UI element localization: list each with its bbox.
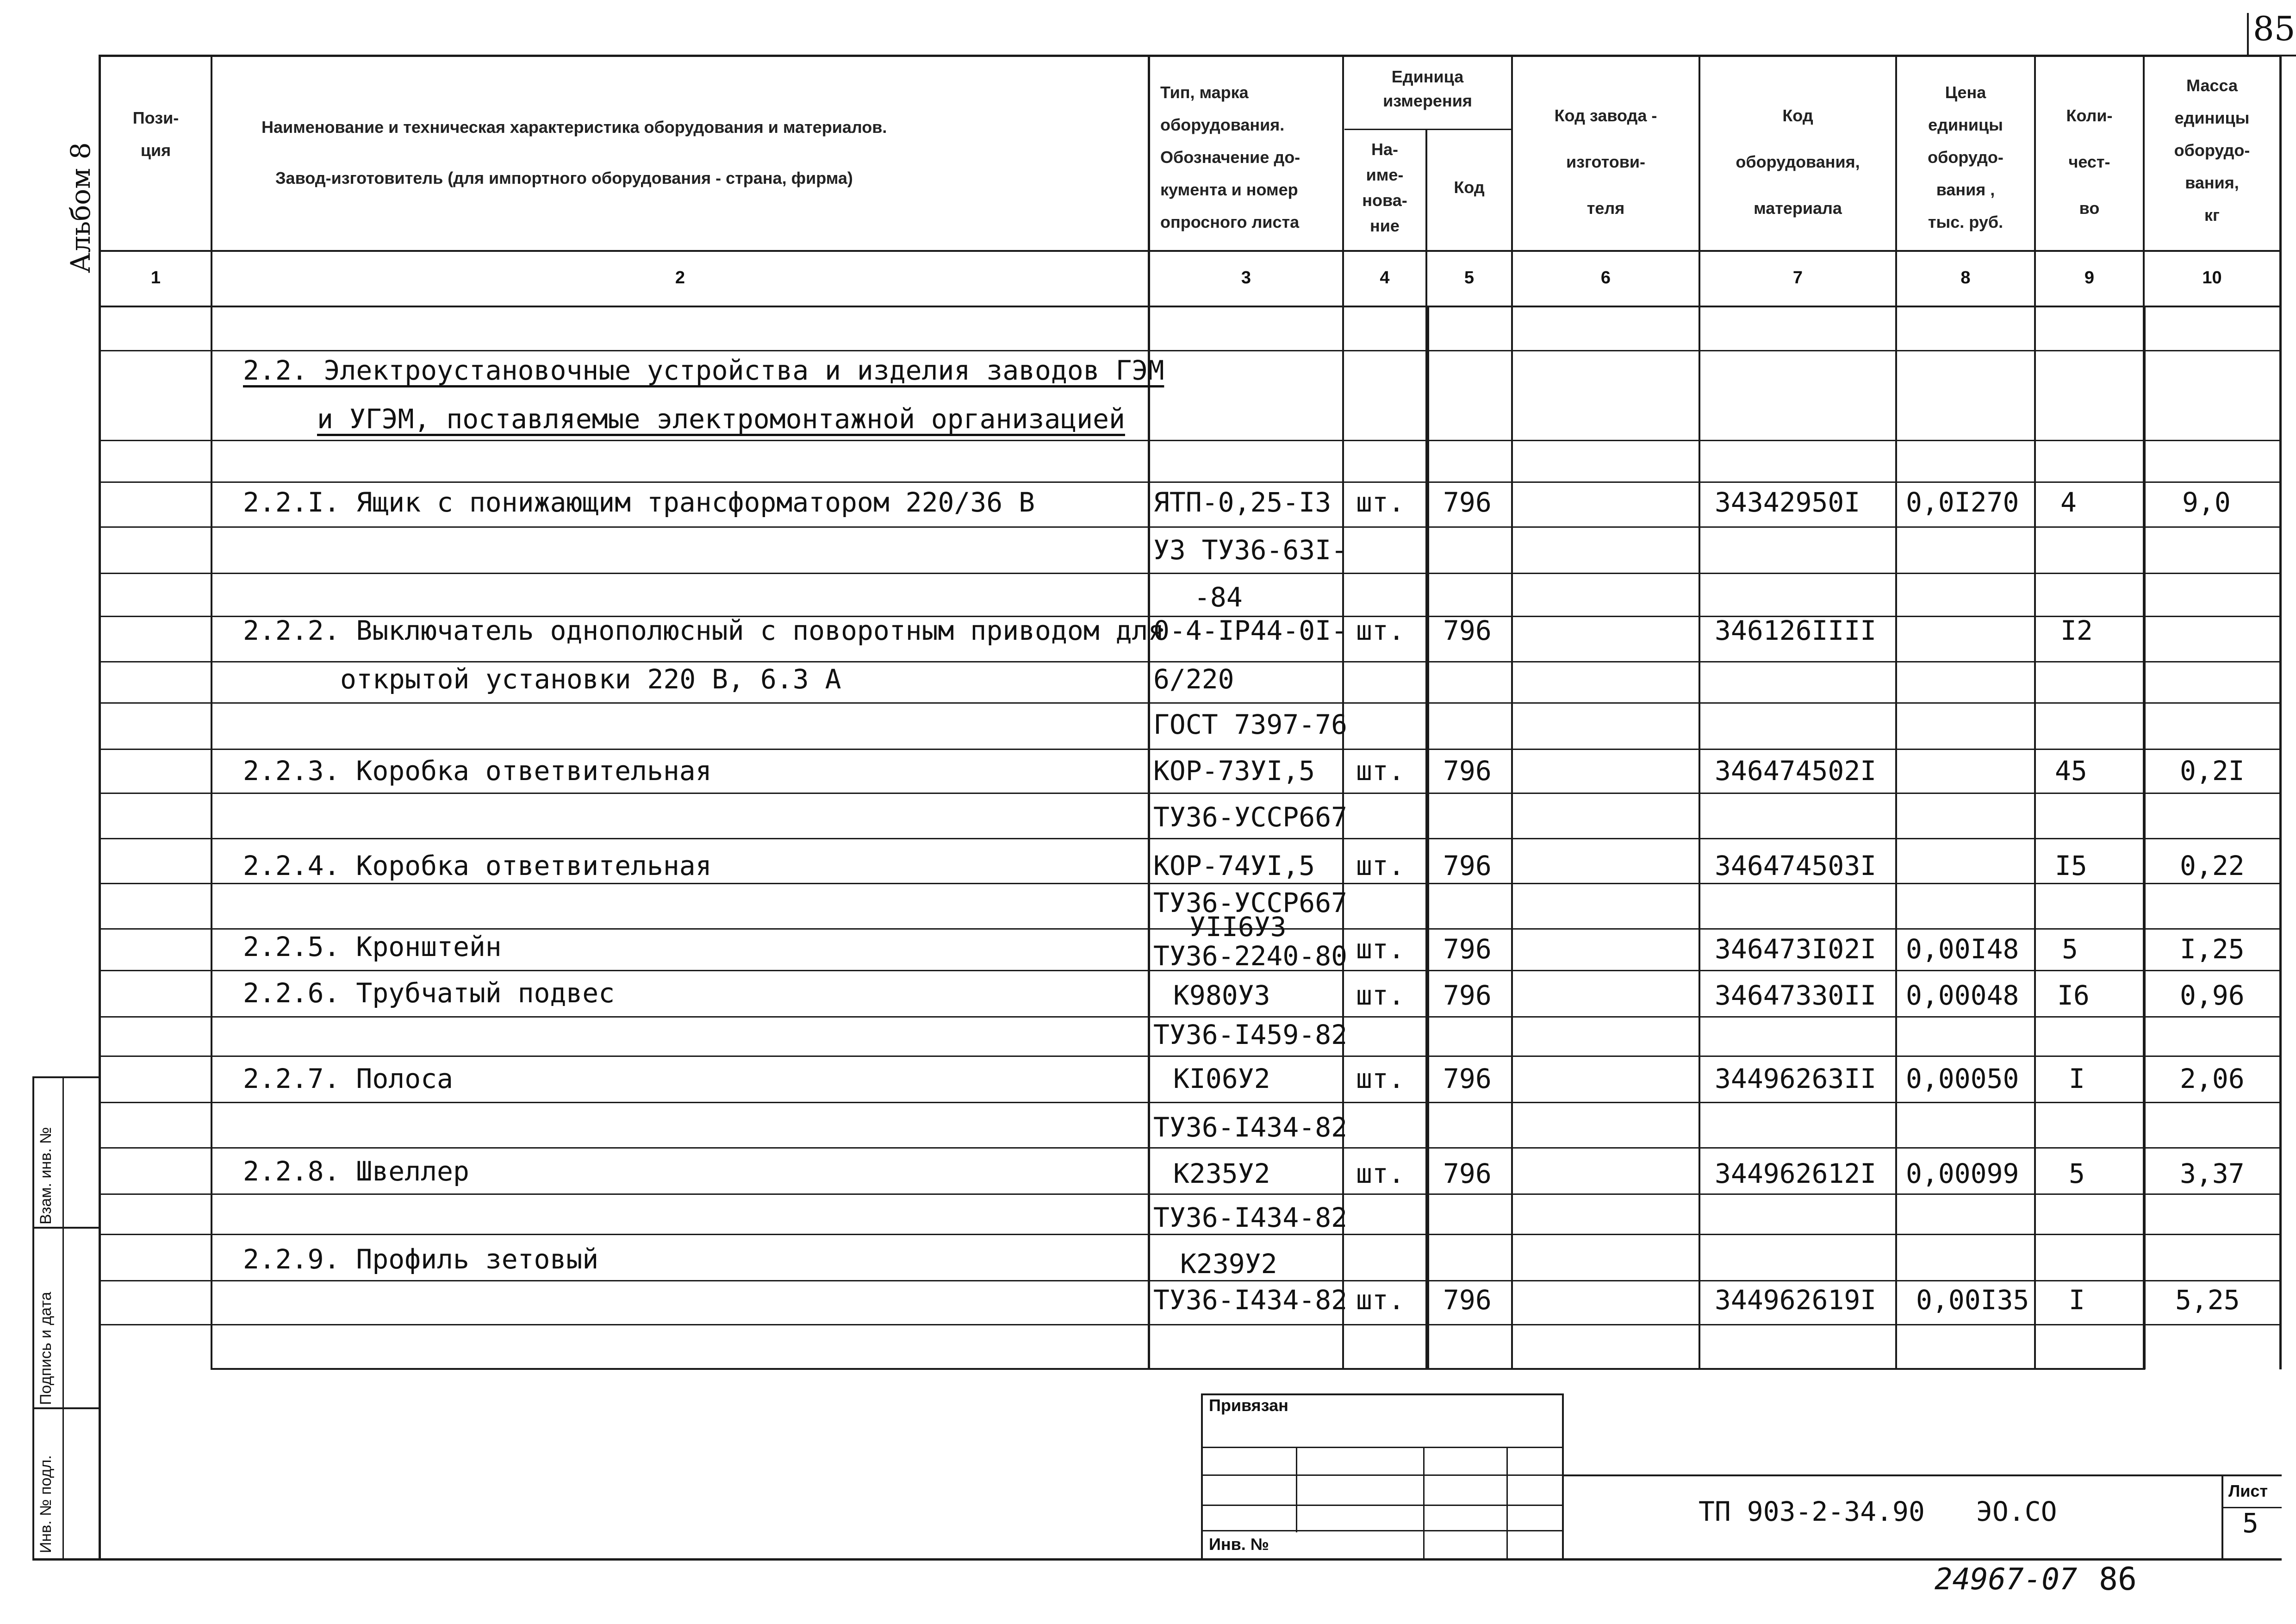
item-type: ТУ36-УССР667 xyxy=(1153,801,1348,833)
col-number: 5 xyxy=(1464,268,1475,287)
item-mat-code: 344962612I xyxy=(1715,1158,1877,1189)
item-type: -84 xyxy=(1194,581,1243,613)
item-name: 2.2.5. Кронштейн xyxy=(243,931,502,962)
item-type: ТУ36-УССР667 xyxy=(1153,887,1348,918)
stamp-list-number: 5 xyxy=(2242,1507,2259,1539)
section-title-line2: и УГЭМ, поставляемые электромонтажной организацией xyxy=(317,403,1125,435)
item-name: 2.2.4. Коробка ответвительная xyxy=(243,850,712,881)
item-mat-code: 346126IIII xyxy=(1715,615,1877,646)
stamp-inv-no: Инв. № xyxy=(1209,1535,1269,1554)
item-mat-code: 346473I02I xyxy=(1715,933,1877,965)
col-number: 7 xyxy=(1792,268,1803,287)
item-mat-code: 34496263II xyxy=(1715,1063,1877,1094)
col-number: 9 xyxy=(2084,268,2095,287)
album-label: Альбом 8 xyxy=(65,142,96,273)
hdr-c6-a: Код завода - xyxy=(1554,106,1657,125)
item-price: 0,00I35 xyxy=(1916,1284,2029,1316)
item-type: ТУ36-I434-82 xyxy=(1153,1284,1348,1316)
hdr-c7-c: материала xyxy=(1754,199,1842,218)
item-mat-code: 346474502I xyxy=(1715,755,1877,787)
item-mass: 2,06 xyxy=(2180,1063,2245,1094)
hdr-c4-c: нова- xyxy=(1362,191,1407,210)
item-name: 2.2.I. Ящик с понижающим трансформатором 220/36 В xyxy=(243,487,1035,518)
hdr-c4-d: ние xyxy=(1370,216,1400,235)
item-code: 796 xyxy=(1443,755,1492,787)
item-qty: 5 xyxy=(2062,933,2078,965)
item-unit: шт. xyxy=(1356,980,1405,1011)
hdr-c5: Код xyxy=(1454,178,1485,197)
item-mass: 3,37 xyxy=(2180,1158,2245,1189)
item-price: 0,00099 xyxy=(1906,1158,2019,1189)
hdr-c1-a: Пози- xyxy=(132,108,179,127)
col-number: 2 xyxy=(675,268,685,287)
hdr-c10-a: Масса xyxy=(2186,76,2238,95)
item-name: 2.2.7. Полоса xyxy=(243,1063,453,1094)
hdr-c9-c: во xyxy=(2079,199,2100,218)
hdr-c8-d: вания , xyxy=(1936,180,1995,199)
item-mat-code: 34342950I xyxy=(1715,487,1860,518)
item-mat-code: 34647330II xyxy=(1715,980,1877,1011)
col-number: 3 xyxy=(1241,268,1251,287)
item-name: 2.2.9. Профиль зетовый xyxy=(243,1243,599,1275)
hdr-c3-a: Тип, марка xyxy=(1160,83,1249,102)
item-type: ТУ36-I459-82 xyxy=(1153,1019,1348,1050)
hdr-c7-a: Код xyxy=(1782,106,1813,125)
hdr-c9-b: чест- xyxy=(2068,152,2110,171)
item-type: ЯТП-0,25-I3 xyxy=(1153,487,1332,518)
hdr-c6-b: изготови- xyxy=(1566,152,1646,171)
hdr-c10-c: оборудо- xyxy=(2174,141,2250,160)
hdr-c8-e: тыс. руб. xyxy=(1928,212,2004,231)
hdr-c4-a: На- xyxy=(1371,140,1398,159)
item-unit: шт. xyxy=(1356,1158,1405,1189)
stamp-doc-part: ЭО.СО xyxy=(1976,1496,2057,1527)
section-title-line1: 2.2. Электроустановочные устройства и изделия заводов ГЭМ xyxy=(243,355,1164,386)
stamp-list-label: Лист xyxy=(2228,1481,2268,1500)
hdr-c3-b: оборудования. xyxy=(1160,115,1285,134)
item-name: 2.2.2. Выключатель однополюсный с поворотным приводом для xyxy=(243,615,1164,646)
item-type: К235У2 xyxy=(1173,1158,1270,1189)
hdr-c10-b: единицы xyxy=(2174,108,2250,127)
item-unit: шт. xyxy=(1356,933,1405,965)
bottom-archive-number: 24967-07 xyxy=(1935,1562,2078,1597)
item-qty: 4 xyxy=(2060,487,2077,518)
item-qty: 45 xyxy=(2055,755,2087,787)
item-type: УЗ ТУ36-63I- xyxy=(1153,534,1348,566)
item-mass: I,25 xyxy=(2180,933,2245,965)
col-number: 4 xyxy=(1380,268,1390,287)
stamp-doc-code: ТП 903-2-34.90 xyxy=(1699,1496,1925,1527)
item-type: 6/220 xyxy=(1153,663,1234,695)
side-label-vzam: Взам. инв. № xyxy=(37,1127,55,1224)
item-name: 2.2.8. Швеллер xyxy=(243,1156,469,1187)
item-mass: 0,2I xyxy=(2180,755,2245,787)
item-unit: шт. xyxy=(1356,1063,1405,1094)
hdr-c7-b: оборудования, xyxy=(1736,152,1860,171)
side-label-inv-podl: Инв. № подл. xyxy=(37,1455,55,1553)
hdr-c10-d: вания, xyxy=(2185,173,2239,192)
item-code: 796 xyxy=(1443,850,1492,881)
item-type: КОР-74УI,5 xyxy=(1153,850,1315,881)
hdr-unit-a: Единица xyxy=(1391,67,1464,86)
item-type: ТУ36-2240-80 xyxy=(1153,940,1348,972)
item-type: КI06У2 xyxy=(1173,1063,1270,1094)
item-mat-code: 346474503I xyxy=(1715,850,1877,881)
item-type: ГОСТ 7397-76 xyxy=(1153,709,1348,740)
hdr-unit-b: измерения xyxy=(1383,91,1472,110)
item-type: 0-4-IP44-0I- xyxy=(1153,615,1348,646)
hdr-c8-c: оборудо- xyxy=(1928,148,2004,167)
item-unit: шт. xyxy=(1356,1284,1405,1316)
hdr-c4-b: име- xyxy=(1366,165,1404,184)
col-number: 10 xyxy=(2202,268,2222,287)
sheet-corner-number: 85 xyxy=(2253,9,2296,48)
hdr-c8-a: Цена xyxy=(1945,83,1986,102)
item-mass: 0,96 xyxy=(2180,980,2245,1011)
item-code: 796 xyxy=(1443,1158,1492,1189)
hdr-c3-c: Обозначение до- xyxy=(1160,148,1300,167)
item-unit: шт. xyxy=(1356,850,1405,881)
item-mass: 0,22 xyxy=(2180,850,2245,881)
hdr-c8-b: единицы xyxy=(1928,115,2003,134)
item-qty: I2 xyxy=(2060,615,2093,646)
item-unit: шт. xyxy=(1356,487,1405,518)
hdr-c2-a: Наименование и техническая характеристика оборудования и материалов. xyxy=(261,118,887,137)
bottom-page-number: 86 xyxy=(2099,1561,2137,1598)
item-code: 796 xyxy=(1443,487,1492,518)
item-code: 796 xyxy=(1443,933,1492,965)
stamp-privyazan: Привязан xyxy=(1209,1396,1288,1415)
item-name: 2.2.3. Коробка ответвительная xyxy=(243,755,712,787)
hdr-c10-e: кг xyxy=(2204,206,2220,225)
col-number: 1 xyxy=(150,268,161,287)
item-qty: 5 xyxy=(2069,1158,2085,1189)
item-type: К239У2 xyxy=(1180,1248,1277,1280)
item-type: УII6УЗ xyxy=(1189,911,1287,943)
col-number: 8 xyxy=(1960,268,1971,287)
item-mass: 9,0 xyxy=(2182,487,2231,518)
item-price: 0,00050 xyxy=(1906,1063,2019,1094)
item-code: 796 xyxy=(1443,615,1492,646)
hdr-c6-c: теля xyxy=(1587,199,1625,218)
hdr-c9-a: Коли- xyxy=(2066,106,2113,125)
item-code: 796 xyxy=(1443,1063,1492,1094)
item-type: КОР-73УI,5 xyxy=(1153,755,1315,787)
hdr-c3-d: кумента и номер xyxy=(1160,180,1298,199)
hdr-c2-b: Завод-изготовитель (для импортного оборудования - страна, фирма) xyxy=(275,169,853,187)
hdr-c1-b: ция xyxy=(140,141,171,160)
item-qty: I xyxy=(2069,1063,2085,1094)
item-mat-code: 344962619I xyxy=(1715,1284,1877,1316)
item-code: 796 xyxy=(1443,1284,1492,1316)
item-type: ТУ36-I434-82 xyxy=(1153,1112,1348,1143)
hdr-c3-e: опросного листа xyxy=(1160,212,1300,231)
item-qty: I5 xyxy=(2055,850,2087,881)
item-qty: I xyxy=(2069,1284,2085,1316)
item-price: 0,00I48 xyxy=(1906,933,2019,965)
item-price: 0,00048 xyxy=(1906,980,2019,1011)
item-qty: I6 xyxy=(2057,980,2090,1011)
item-type: К980УЗ xyxy=(1173,980,1270,1011)
col-number: 6 xyxy=(1600,268,1611,287)
item-type: ТУ36-I434-82 xyxy=(1153,1202,1348,1233)
item-unit: шт. xyxy=(1356,755,1405,787)
item-name: 2.2.6. Трубчатый подвес xyxy=(243,977,615,1009)
item-unit: шт. xyxy=(1356,615,1405,646)
side-label-podpis: Подпись и дата xyxy=(37,1292,55,1405)
item-name: открытой установки 220 В, 6.3 А xyxy=(340,663,841,695)
item-price: 0,0I270 xyxy=(1906,487,2019,518)
item-code: 796 xyxy=(1443,980,1492,1011)
item-mass: 5,25 xyxy=(2175,1284,2240,1316)
